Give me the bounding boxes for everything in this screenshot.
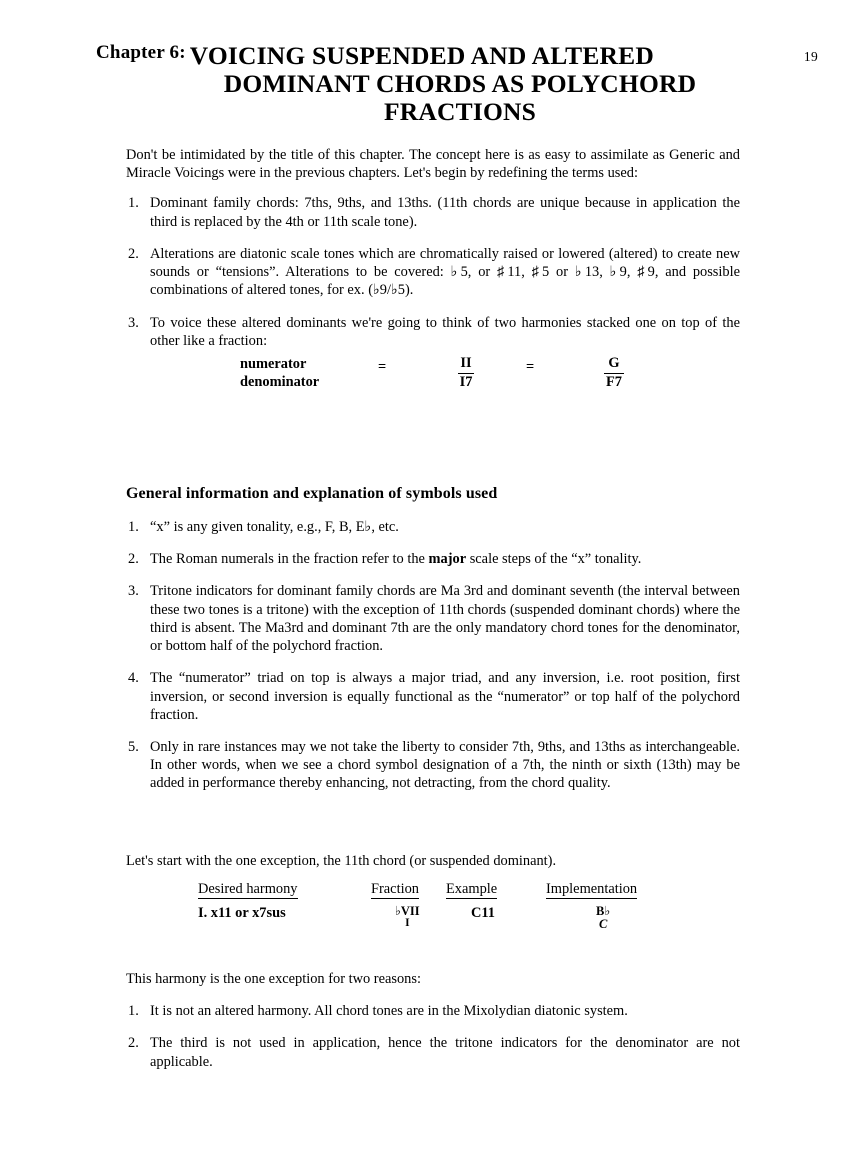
page-number: 19: [803, 49, 818, 64]
list-text: It is not an altered harmony. All chord tones are in the Mixolydian diatonic system.: [150, 1003, 628, 1020]
table-header-fraction: [371, 881, 419, 898]
list-item: [126, 194, 740, 230]
list-text-after: scale steps of the “x” tonality.: [466, 551, 642, 568]
fraction-stack: [604, 355, 624, 391]
fraction-letters: [592, 355, 636, 391]
table-header-label: Implementation: [546, 881, 638, 897]
list-text: Only in rare instances may we not take the liberty to consider 7th, 9ths, and 13ths as interchangeable. In other words, when we see a chord symbol designation of a 7th, the ninth or sixth (13th) may be added in performance thereby enhancing, not detracting, from the chord quality.: [150, 738, 740, 792]
fraction-illustration: [126, 355, 740, 405]
list-text-before: The Roman numerals in the fraction refer to the: [150, 551, 429, 568]
list-item: [126, 669, 740, 724]
general-information-list: [126, 518, 740, 807]
implementation-numerator: B♭: [596, 904, 611, 918]
fraction-numerator: ♭VII: [395, 904, 420, 918]
list-item: [126, 314, 740, 350]
list-text-emphasis: major: [428, 551, 467, 568]
chapter-title-line-3: FRACTIONS: [384, 96, 536, 126]
fraction-denominator: I: [405, 916, 410, 929]
list-marker: 3.: [128, 583, 139, 600]
table-cell-example: C11: [471, 905, 495, 921]
implementation-stack: [596, 905, 610, 930]
list-item: [126, 582, 740, 655]
fraction-numerator: G: [604, 355, 624, 374]
terms-list: [126, 194, 740, 350]
table-cell-fraction: [395, 905, 420, 931]
fraction-stack: [458, 355, 475, 391]
list-marker: 1.: [128, 519, 139, 535]
list-text: Dominant family chords: 7ths, 9ths, and 13ths. (11th chords are unique because in application the third is replaced by the 4th or 11th scale tone).: [150, 195, 740, 230]
fraction-roman: [444, 355, 488, 391]
list-text: The “numerator” triad on top is always a major triad, and any inversion, i.e. root position, first inversion, or second inversion is equally functional as the “numerator” or top half of the polychord fraction.: [150, 670, 740, 723]
table-header-label: Desired harmony: [198, 881, 298, 897]
fraction-denominator: F7: [606, 373, 622, 390]
list-marker: 1.: [128, 195, 139, 212]
lower-intro-paragraph: Let's start with the one exception, the 11th chord (or suspended dominant).: [126, 853, 557, 869]
list-text: To voice these altered dominants we're going to think of two harmonies stacked one on top of the other like a fraction:: [150, 314, 740, 349]
list-text: The third is not used in application, hence the tritone indicators for the denominator are not applicable.: [150, 1035, 740, 1070]
chapter-title-text-1: VOICING SUSPENDED AND ALTERED: [189, 41, 654, 70]
section-heading: General information and explanation of symbols used: [126, 485, 498, 502]
page-header: [0, 42, 864, 125]
chapter-title-line-1: [96, 42, 768, 70]
chapter-title-block: [0, 42, 864, 125]
intro-and-terms: [126, 146, 740, 364]
list-marker: 2.: [128, 551, 139, 568]
list-marker: 4.: [128, 670, 139, 687]
fraction-stack: [395, 905, 420, 929]
table-cell-implementation: [596, 905, 610, 933]
fraction-words: [240, 355, 319, 392]
equals-sign-2: =: [526, 359, 535, 375]
table-header-example: [446, 881, 497, 898]
list-item: [126, 518, 740, 536]
list-marker: 1.: [128, 1003, 139, 1020]
list-item: [126, 738, 740, 793]
table-header-label: Fraction: [371, 881, 419, 897]
fraction-numerator: II: [458, 355, 475, 374]
list-marker: 2.: [128, 245, 139, 262]
list-marker: 5.: [128, 738, 139, 755]
closing-intro: This harmony is the one exception for two reasons:: [126, 971, 421, 987]
fraction-denominator: I7: [459, 373, 473, 390]
table-header-implementation: [546, 881, 637, 898]
list-item: [126, 245, 740, 300]
list-text: Alterations are diatonic scale tones which are chromatically raised or lowered (altered) to create new sounds or “tensions”. Alterations to be covered: ♭5, or ♯11, ♯5 or ♭13, ♭9, ♯9, and possible combinations of altered tones, for ex. (♭9/♭5).: [150, 245, 740, 299]
list-marker: 2.: [128, 1035, 139, 1052]
numerator-word: numerator: [240, 356, 307, 372]
denominator-word: denominator: [240, 374, 320, 391]
list-text: “x” is any given tonality, e.g., F, B, E♭, etc.: [150, 519, 399, 535]
implementation-denominator: C: [598, 916, 608, 931]
list-item: [126, 550, 740, 568]
closing-list: [126, 1002, 740, 1071]
intro-paragraph: Don't be intimidated by the title of this chapter. The concept here is as easy to assimilate as Generic and Miracle Voicings were in the previous chapters. Let's begin by redefining the terms used:: [126, 147, 740, 182]
harmony-table: [126, 881, 740, 937]
table-header-label: Example: [446, 881, 498, 897]
table-header-desired-harmony: [198, 881, 298, 898]
list-item: [126, 1002, 740, 1020]
closing-section: [126, 970, 740, 1085]
chapter-title-line-2: DOMINANT CHORDS AS POLYCHORD: [223, 69, 697, 98]
chapter-label: Chapter 6:: [96, 42, 186, 63]
list-marker: 3.: [128, 314, 139, 331]
general-items: [126, 518, 740, 793]
list-text: Tritone indicators for dominant family chords are Ma 3rd and dominant seventh (the interval between these two tones is a tritone) with the exception of 11th chords (suspended dominant chords) where the third is absent. The Ma3rd and dominant 7th are the only mandatory chord tones for the denominator, or bottom half of the polychord fraction.: [150, 583, 740, 655]
equals-sign-1: =: [378, 359, 387, 375]
list-item: [126, 1034, 740, 1070]
table-cell-desired-harmony: I. x11 or x7sus: [198, 905, 286, 921]
